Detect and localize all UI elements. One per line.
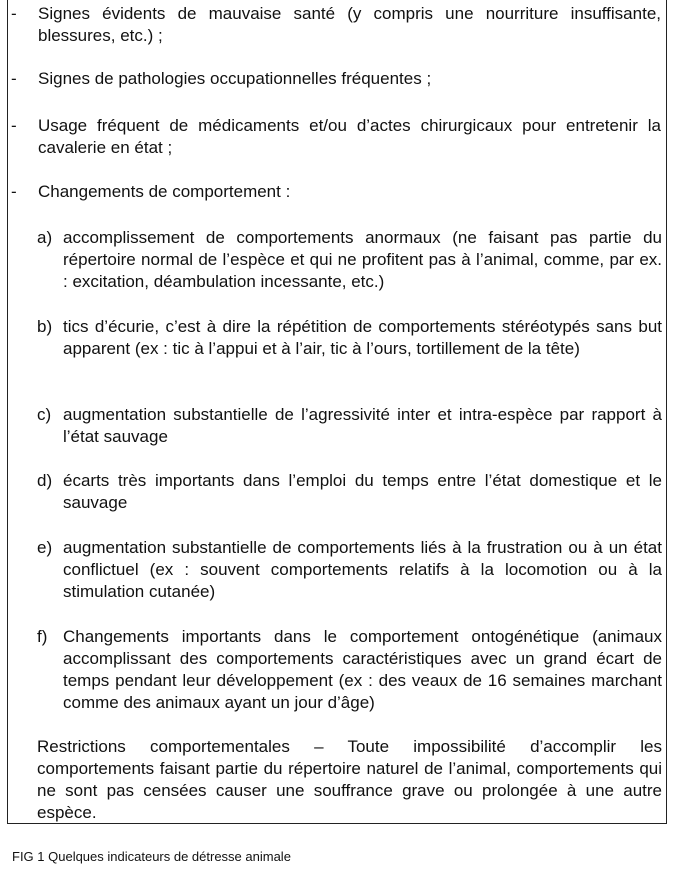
bullet-marker: - <box>11 116 17 135</box>
sub-item-d <box>37 470 662 514</box>
sub-item-text: tics d’écurie, c’est à dire la répétition de comportements stéréotypés sans but apparent (ex : tic à l’appui et à l’air, tic à l’ours, tortillement de la tête) <box>63 317 662 358</box>
bullet-text: Signes de pathologies occupationnelles fréquentes ; <box>38 69 432 88</box>
sub-item-label: b) <box>37 317 53 336</box>
sub-item-label: a) <box>37 228 53 247</box>
restrictions-paragraph: Restrictions comportementales – Toute impossibilité d’accomplir les comportements faisant partie du répertoire naturel de l’animal, comportements qui ne sont pas censées causer une souffrance grave ou prolongée à une autre espèce. <box>37 737 662 822</box>
bullet-marker: - <box>11 4 17 23</box>
bullet-medication <box>11 115 661 159</box>
sub-item-c <box>37 404 662 448</box>
sub-item-text: Changements importants dans le comportement ontogénétique (animaux accomplissant des comportements caractéristiques avec un grand écart de temps pendant leur développement (ex : des veaux de 16 semaines marchant comme des animaux ayant un jour d’âge) <box>63 627 662 712</box>
bullet-text: Signes évidents de mauvaise santé (y compris une nourriture insuffisante, blessures, etc.) ; <box>38 4 661 45</box>
sub-item-a <box>37 227 662 293</box>
bullet-health <box>11 3 661 47</box>
figure-caption: FIG 1 Quelques indicateurs de détresse animale <box>12 849 291 864</box>
bullet-behaviour-changes <box>11 181 661 203</box>
sub-item-text: augmentation substantielle de l’agressivité inter et intra-espèce par rapport à l’état sauvage <box>63 405 662 446</box>
bullet-text: Usage fréquent de médicaments et/ou d’actes chirurgicaux pour entretenir la cavalerie en état ; <box>38 116 661 157</box>
bullet-pathologies <box>11 68 661 90</box>
sub-item-label: d) <box>37 471 53 490</box>
bullet-text: Changements de comportement : <box>38 182 291 201</box>
bullet-marker: - <box>11 69 17 88</box>
bullet-marker: - <box>11 182 17 201</box>
sub-item-f <box>37 626 662 714</box>
sub-item-label: f) <box>37 627 48 646</box>
sub-item-text: écarts très importants dans l’emploi du temps entre l’état domestique et le sauvage <box>63 471 662 512</box>
sub-item-text: accomplissement de comportements anormaux (ne faisant pas partie du répertoire normal de l’espèce et qui ne profitent pas à l’animal, comme, par ex. : excitation, déambulation incessante, etc.) <box>63 228 662 291</box>
sub-item-e <box>37 537 662 603</box>
sub-item-label: e) <box>37 538 53 557</box>
sub-item-b <box>37 316 662 360</box>
sub-item-label: c) <box>37 405 52 424</box>
sub-item-text: augmentation substantielle de comportements liés à la frustration ou à un état conflictuel (ex : souvent comportements relatifs à la locomotion ou à la stimulation cutanée) <box>63 538 662 601</box>
